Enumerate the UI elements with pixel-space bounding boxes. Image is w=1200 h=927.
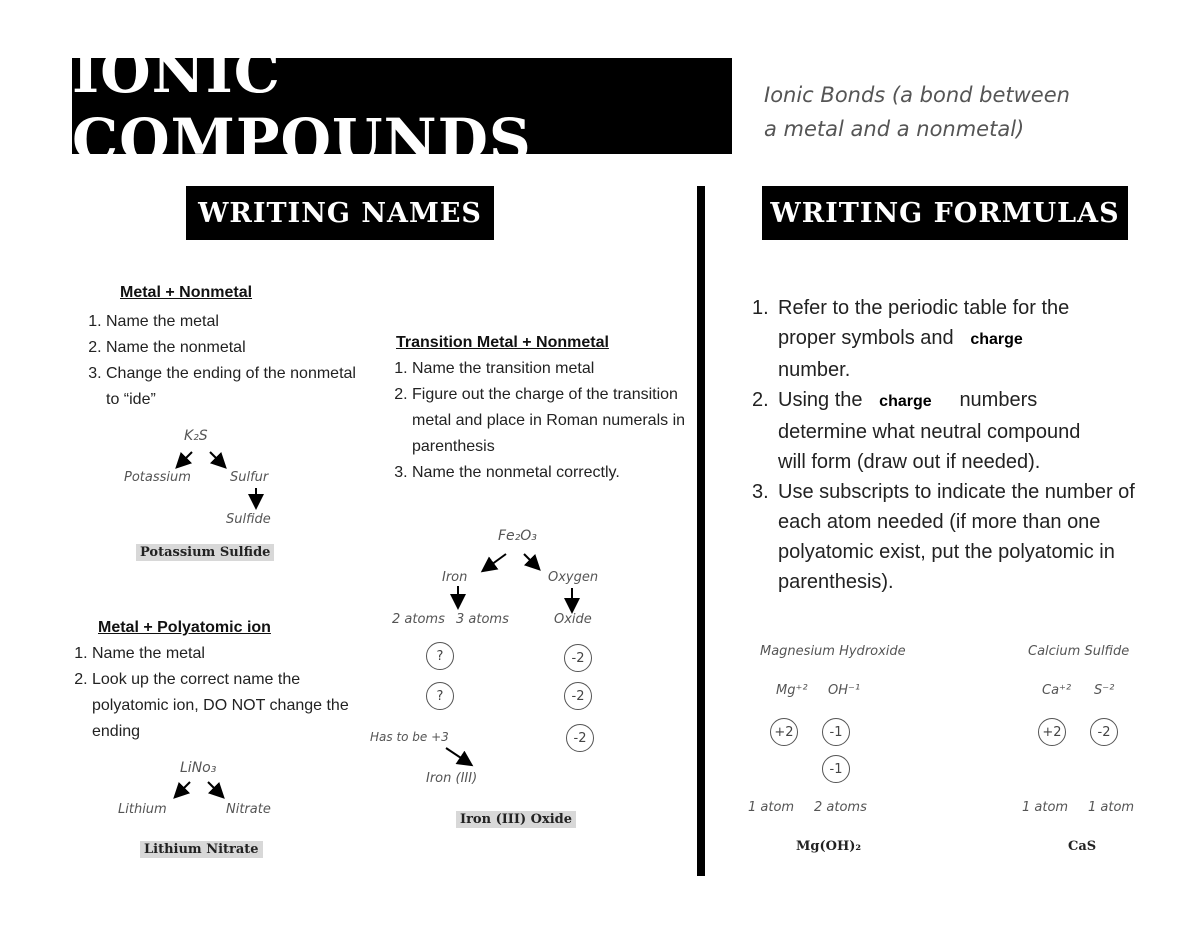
- names-section-title-box: [186, 186, 494, 240]
- ex1-answer: Mg(OH)₂: [796, 839, 862, 854]
- example-right-result: Sulfide: [226, 512, 271, 527]
- subtitle-line-2: a metal and a nonmetal): [764, 117, 1025, 141]
- step: 2. Look up the correct name the polyatomic ion, DO NOT change the ending: [92, 667, 362, 745]
- poly-right: Nitrate: [226, 802, 271, 817]
- charge-circle: -1: [822, 718, 850, 746]
- step: 1. Name the transition metal: [412, 356, 702, 382]
- ex2-atoms1: 1 atom: [1022, 800, 1069, 815]
- ex1-name: Magnesium Hydroxide: [760, 644, 906, 659]
- step: 2. Name the nonmetal: [106, 335, 366, 361]
- step-1-line-a: Refer to the periodic table for the: [778, 297, 1070, 319]
- tm-arrows: [420, 540, 640, 780]
- metal-nonmetal-header: Metal + Nonmetal: [120, 284, 253, 301]
- formulas-section-title-box: [762, 186, 1128, 240]
- ex1-ion2: OH⁻¹: [828, 683, 861, 698]
- tm-right: Oxygen: [548, 570, 599, 585]
- charge-circle: ?: [426, 682, 454, 710]
- formulas-section-title: WRITING FORMULAS: [770, 197, 1120, 229]
- ex1-atoms1: 1 atom: [748, 800, 795, 815]
- poly-answer: Lithium Nitrate: [140, 841, 263, 858]
- step-1-line-c: number.: [778, 359, 851, 381]
- ex2-ion1: Ca⁺²: [1042, 683, 1072, 698]
- charge-word: charge: [879, 393, 932, 410]
- ex2-ion2: S⁻²: [1094, 683, 1115, 698]
- transition-steps: [388, 356, 702, 486]
- step: 3. Name the nonmetal correctly.: [412, 460, 702, 486]
- formula-step-3: [752, 477, 1162, 597]
- example-arrows: [160, 440, 280, 540]
- example-right: Sulfur: [230, 470, 269, 485]
- subtitle: [764, 78, 1070, 146]
- charge-word: charge: [970, 331, 1023, 348]
- example-formula: K₂S: [184, 428, 208, 444]
- step: 2. Figure out the charge of the transition metal and place in Roman numerals in parenthesis: [412, 382, 702, 460]
- tm-left: Iron: [442, 570, 468, 585]
- step-2-line-d: will form (draw out if needed).: [778, 451, 1041, 473]
- tm-note: Has to be +3: [370, 730, 449, 744]
- charge-circle: +2: [770, 718, 798, 746]
- poly-left: Lithium: [118, 802, 167, 817]
- metal-nonmetal-steps: [82, 309, 366, 413]
- charge-circle: -2: [564, 644, 592, 672]
- step-number: 3.: [752, 481, 769, 503]
- step-2-line-a: Using the charge numbers: [778, 389, 1038, 411]
- charge-circle: -2: [566, 724, 594, 752]
- charge-circle: -2: [564, 682, 592, 710]
- vertical-divider: [697, 186, 705, 876]
- charge-circle: -2: [1090, 718, 1118, 746]
- step: 1. Name the metal: [106, 309, 366, 335]
- ex2-answer: CaS: [1068, 839, 1097, 854]
- tm-atoms-mid: 3 atoms: [456, 612, 509, 627]
- transition-header: Transition Metal + Nonmetal: [396, 334, 609, 351]
- charge-circle: -1: [822, 755, 850, 783]
- ex2-atoms2: 1 atom: [1088, 800, 1135, 815]
- step: 3. Change the ending of the nonmetal to “ide”: [106, 361, 366, 413]
- ex1-ion1: Mg⁺²: [776, 683, 808, 698]
- tm-note-result: Iron (III): [426, 771, 478, 786]
- step-1-line-b: proper symbols and charge: [778, 327, 1023, 349]
- charge-circle: ?: [426, 642, 454, 670]
- ex1-atoms2: 2 atoms: [814, 800, 867, 815]
- page-title: IONIC COMPOUNDS: [72, 38, 532, 174]
- formula-step-2: [752, 385, 1162, 477]
- formula-step-1: [752, 293, 1162, 385]
- page-title-box: [72, 38, 732, 174]
- tm-right-result: Oxide: [554, 612, 592, 627]
- step-2-line-c: determine what neutral compound: [778, 421, 1081, 443]
- polyatomic-steps: [68, 641, 362, 745]
- charge-circle: +2: [1038, 718, 1066, 746]
- subtitle-line-1: Ionic Bonds (a bond between: [764, 83, 1070, 107]
- example-left: Potassium: [124, 470, 191, 485]
- step: 1. Name the metal: [92, 641, 362, 667]
- names-section-title: WRITING NAMES: [198, 197, 482, 229]
- poly-arrows: [160, 774, 260, 814]
- step-3-text: Use subscripts to indicate the number of each atom needed (if more than one polyatomic exist, put the polyatomic in parenthesis).: [778, 481, 1135, 593]
- tm-answer: Iron (III) Oxide: [456, 811, 576, 828]
- tm-atoms-left: 2 atoms: [392, 612, 445, 627]
- tm-formula: Fe₂O₃: [498, 528, 537, 544]
- ex2-name: Calcium Sulfide: [1028, 644, 1130, 659]
- step-number: 1.: [752, 297, 769, 319]
- step-number: 2.: [752, 389, 769, 411]
- example-answer: Potassium Sulfide: [136, 544, 274, 561]
- polyatomic-header: Metal + Polyatomic ion: [98, 619, 271, 636]
- formula-steps: [752, 293, 1162, 597]
- poly-formula: LiNo₃: [180, 760, 217, 776]
